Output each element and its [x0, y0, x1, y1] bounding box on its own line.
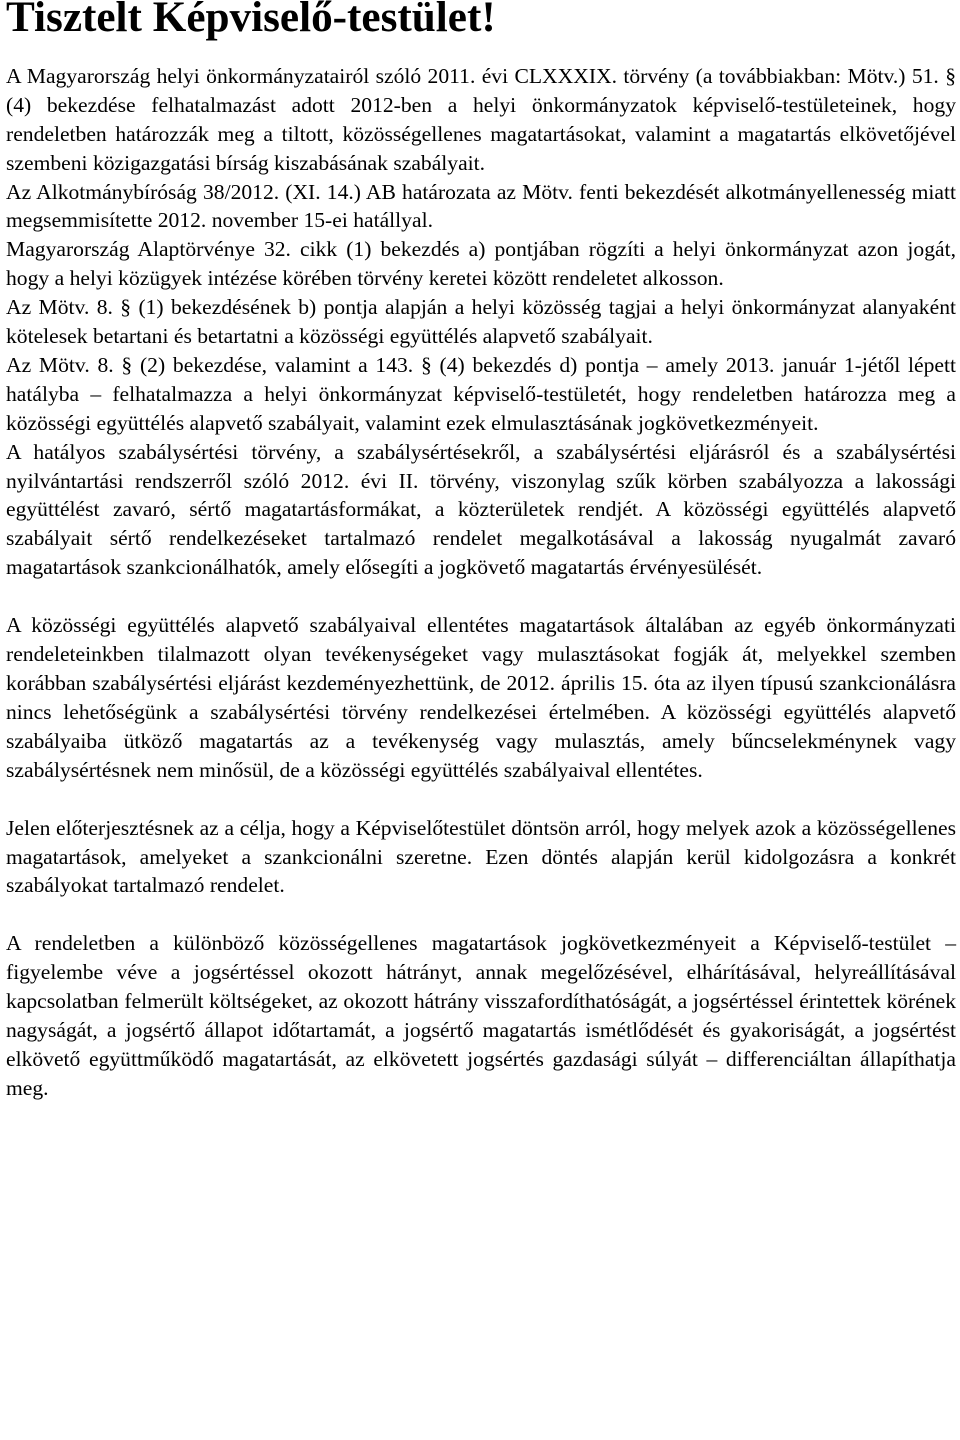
paragraph: Az Alkotmánybíróság 38/2012. (XI. 14.) AB határozata az Mötv. fenti bekezdését alkotmányellenesség miatt megsemmisítette 2012. november 15-ei hatállyal. — [6, 179, 956, 233]
spacer — [6, 785, 956, 814]
spacer — [6, 900, 956, 929]
spacer — [6, 582, 956, 611]
document-block-3 — [6, 814, 956, 901]
paragraph: Az Mötv. 8. § (1) bekezdésének b) pontja alapján a helyi közösség tagjai a helyi önkormányzat alanyaként kötelesek betartani és betartatni a közösségi együttélés alapvető szabályait. — [6, 295, 956, 349]
paragraph: Magyarország Alaptörvénye 32. cikk (1) bekezdés a) pontjában rögzíti a helyi önkormányzat azon jogát, hogy a helyi közügyek intézése körében törvény keretei között rendeletet alkosson. — [6, 237, 956, 291]
paragraph: Az Mötv. 8. § (2) bekezdése, valamint a 143. § (4) bekezdés d) pontja – amely 2013. január 1-jétől lépett hatályba – felhatalmazza a helyi önkormányzat képviselő-testületét, hogy rendeletben határozza meg a közösségi együttélés alapvető szabályait, valamint ezek elmulasztásának jogkövetkezményeit. — [6, 352, 956, 435]
document-block-1 — [6, 62, 956, 582]
document-block-4 — [6, 929, 956, 1102]
paragraph: Jelen előterjesztésnek az a célja, hogy a Képviselőtestület döntsön arról, hogy melyek azok a közösségellenes magatartások, amelyeket a szankcionálni szeretne. Ezen döntés alapján kerül kidolgozásra a konkrét szabályokat tartalmazó rendelet. — [6, 815, 956, 898]
document-block-2 — [6, 611, 956, 784]
paragraph: A rendeletben a különböző közösségellenes magatartások jogkövetkezményeit a Képviselő-testület – figyelembe véve a jogsértéssel okozott hátrányt, annak megelőzésével, elhárításával, helyreállításával kapcsolatban felmerült költségeket, az okozott hátrány visszafordíthatóságát, a jogsértéssel érintettek körének nagyságát, a jogsértő állapot időtartamát, a jogsértő magatartás ismétlődését és gyakoriságát, a jogsértést elkövető együttműködő magatartását, az elkövetett jogsértés gazdasági súlyát – differenciáltan állapíthatja meg. — [6, 931, 956, 1100]
paragraph: A hatályos szabálysértési törvény, a szabálysértésekről, a szabálysértési eljárásról és a szabálysértési nyilvántartási rendszerről szóló 2012. évi II. törvény, viszonylag szűk körben szabályozza a lakossági együttélést zavaró, sértő magatartásformákat, a közterületek rendjét. A közösségi együttélés alapvető szabályait sértő rendelkezéseket tartalmazó rendelet megalkotásával a lakosság nyugalmát zavaró magatartások szankcionálhatók, amely elősegíti a jogkövető magatartás érvényesülését. — [6, 439, 956, 580]
paragraph: A Magyarország helyi önkormányzatairól szóló 2011. évi CLXXXIX. törvény (a továbbiakban: Mötv.) 51. § (4) bekezdése felhatalmazást adott 2012-ben a helyi önkormányzatok képviselő-testületeinek, hogy rendeletben határozzák meg a tiltott, közösségellenes magatartásokat, valamint a magatartás elkövetőjével szembeni közigazgatási bírság kiszabásának szabályait. — [6, 63, 956, 175]
paragraph: A közösségi együttélés alapvető szabályaival ellentétes magatartások általában az egyéb önkormányzati rendeleteinkben tilalmazott olyan tevékenységeket vagy mulasztásokat fogják át, melyekkel szemben korábban szabálysértési eljárást kezdeményezhettünk, de 2012. április 15. óta az ilyen típusú szankcionálásra nincs lehetőségünk a szabálysértési törvény rendelkezései értelmében. A közösségi együttélés alapvető szabályaiba ütköző magatartás az a tevékenység vagy mulasztás, amely bűncselekménynek vagy szabálysértésnek nem minősül, de a közösségi együttélés szabályaival ellentétes. — [6, 613, 956, 782]
document-title: Tisztelt Képviselő-testület! — [6, 0, 496, 41]
document-page — [6, 0, 956, 1103]
